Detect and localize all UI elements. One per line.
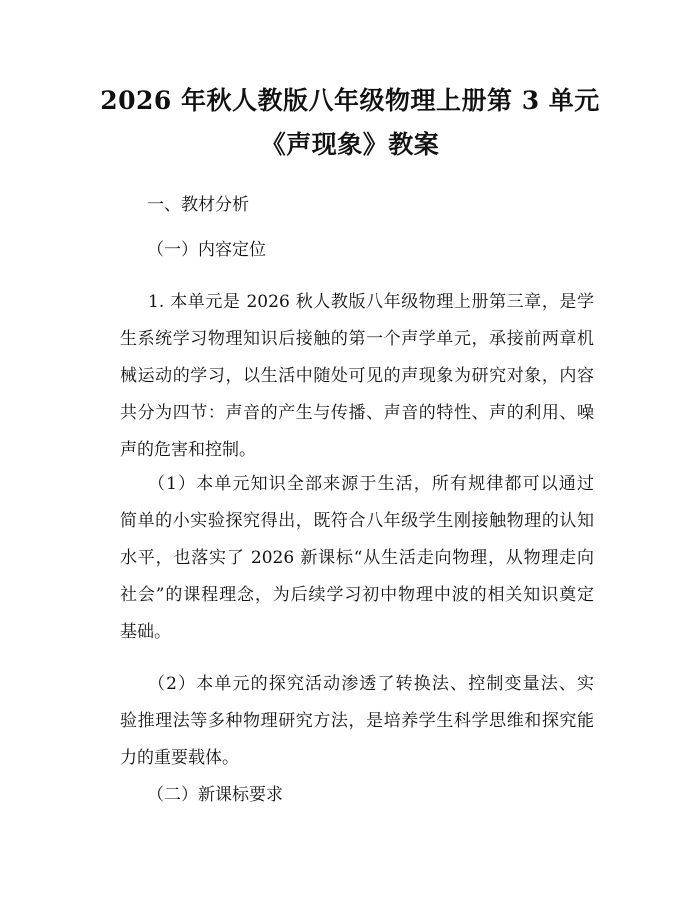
paragraph-point-2 [120, 666, 594, 777]
paragraph-line: 验推理法等多种物理研究方法，是培养学生科学思维和探究能 [120, 711, 594, 731]
paragraph-line: 水平，也落实了 2026 新课标“从生活走向物理，从物理走向 [120, 548, 594, 568]
paragraph-line: 社会”的课程理念，为后续学习初中物理中波的相关知识奠定 [120, 585, 594, 605]
document-title: 2026 年秋人教版八年级物理上册第 3 单元 [100, 86, 600, 115]
paragraph-unit-overview [120, 284, 594, 469]
paragraph-line: 基础。 [120, 622, 171, 642]
paragraph-line: 1. 本单元是 2026 秋人教版八年级物理上册第三章，是学 [148, 292, 594, 312]
paragraph-line: 生系统学习物理知识后接触的第一个声学单元，承接前两章机 [120, 329, 594, 349]
paragraph-line: 械运动的学习，以生活中随处可见的声现象为研究对象，内容 [120, 366, 594, 386]
section-heading-textbook-analysis: 一、教材分析 [147, 195, 249, 215]
paragraph-line: 力的重要载体。 [120, 748, 239, 768]
paragraph-line: 声的危害和控制。 [120, 440, 256, 460]
paragraph-line: （1）本单元知识全部来源于生活，所有规律都可以通过 [148, 474, 594, 494]
paragraph-line: 简单的小实验探究得出，既符合八年级学生刚接触物理的认知 [120, 511, 594, 531]
paragraph-line: 共分为四节：声音的产生与传播、声音的特性、声的利用、噪 [120, 403, 594, 423]
paragraph-point-1 [120, 466, 594, 651]
subsection-heading-curriculum-requirements: （二）新课标要求 [147, 785, 283, 805]
paragraph-line: （2）本单元的探究活动渗透了转换法、控制变量法、实 [148, 674, 594, 694]
document-subtitle: 《声现象》教案 [260, 130, 440, 159]
subsection-heading-content-positioning: （一）内容定位 [147, 240, 266, 260]
